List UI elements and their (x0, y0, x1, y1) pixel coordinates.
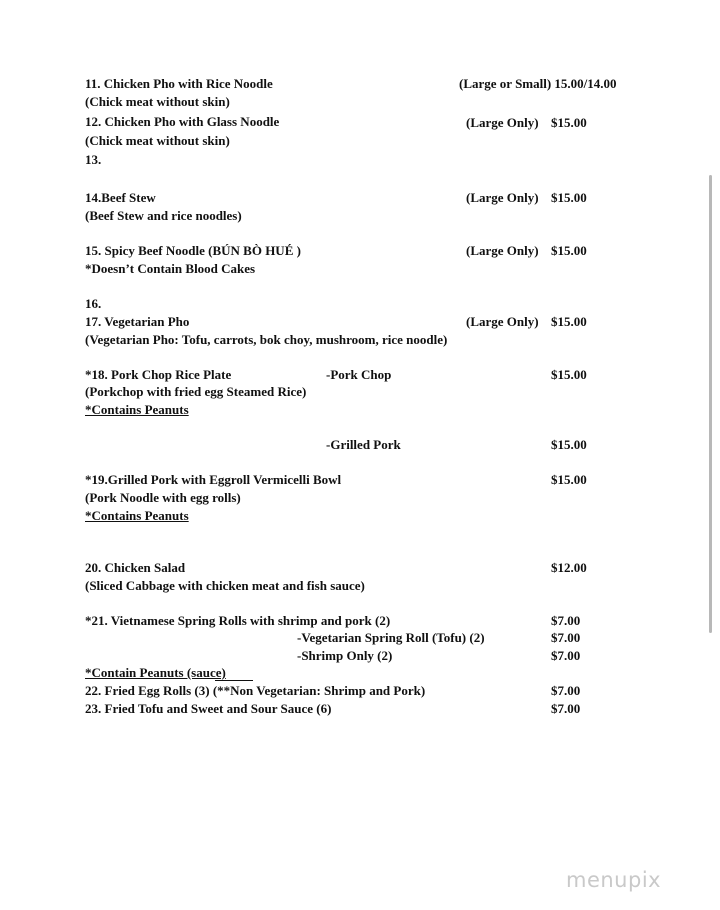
item-21-price-shrimp: $7.00 (551, 648, 581, 663)
item-12-desc: (Chick meat without skin) (85, 133, 230, 148)
item-17-name: 17. Vegetarian Pho (85, 314, 190, 329)
item-12-price: $15.00 (551, 115, 587, 130)
item-21-price: $7.00 (551, 613, 581, 628)
item-23-name: 23. Fried Tofu and Sweet and Sour Sauce (6) (85, 701, 332, 716)
item-18-option-grilled-pork: -Grilled Pork (326, 437, 401, 452)
item-19-peanut-note: *Contains Peanuts (85, 508, 189, 523)
item-22-name: 22. Fried Egg Rolls (3) (**Non Vegetarian: Shrimp and Pork) (85, 683, 426, 698)
item-18-desc: (Porkchop with fried egg Steamed Rice) (85, 384, 307, 399)
item-15-desc: *Doesn’t Contain Blood Cakes (85, 261, 256, 276)
item-21-name: *21. Vietnamese Spring Rolls with shrimp and pork (2) (85, 613, 391, 628)
item-15-name: 15. Spicy Beef Noodle (BÚN BÒ HUÉ ) (85, 243, 301, 258)
item-16-name: 16. (85, 296, 102, 311)
item-21-peanut-note: *Contain Peanuts (sauce) (85, 665, 226, 680)
item-18-option-pork-chop: -Pork Chop (326, 367, 392, 382)
item-12-size: (Large Only) (466, 115, 539, 130)
item-19-desc: (Pork Noodle with egg rolls) (85, 490, 241, 505)
item-20-price: $12.00 (551, 560, 587, 575)
item-19-price: $15.00 (551, 472, 587, 487)
item-20-desc: (Sliced Cabbage with chicken meat and fish sauce) (85, 578, 365, 593)
item-11-size-price: (Large or Small) 15.00/14.00 (459, 76, 617, 91)
item-15-size: (Large Only) (466, 243, 539, 258)
item-21-price-vegetarian: $7.00 (551, 630, 581, 645)
item-20-name: 20. Chicken Salad (85, 560, 186, 575)
item-17-price: $15.00 (551, 314, 587, 329)
item-18-price-grilled-pork: $15.00 (551, 437, 587, 452)
item-21-option-shrimp: -Shrimp Only (2) (297, 648, 393, 663)
item-11-name: 11. Chicken Pho with Rice Noodle (85, 76, 273, 91)
item-11-desc: (Chick meat without skin) (85, 94, 230, 109)
item-22-price: $7.00 (551, 683, 581, 698)
item-12-name: 12. Chicken Pho with Glass Noodle (85, 114, 280, 129)
item-14-size: (Large Only) (466, 190, 539, 205)
vertical-scrollbar[interactable] (709, 175, 712, 633)
menupix-watermark: menupix (566, 868, 662, 892)
item-13-name: 13. (85, 152, 102, 167)
item-14-name: 14.Beef Stew (85, 190, 156, 205)
item-18-price-pork-chop: $15.00 (551, 367, 587, 382)
item-14-desc: (Beef Stew and rice noodles) (85, 208, 242, 223)
item-18-peanut-note: *Contains Peanuts (85, 402, 189, 417)
item-19-name: *19.Grilled Pork with Eggroll Vermicelli Bowl (85, 472, 342, 487)
item-21-option-vegetarian: -Vegetarian Spring Roll (Tofu) (2) (297, 630, 485, 645)
item-17-size: (Large Only) (466, 314, 539, 329)
item-15-price: $15.00 (551, 243, 587, 258)
item-18-name: *18. Pork Chop Rice Plate (85, 367, 232, 382)
underline-extension (215, 680, 253, 681)
item-14-price: $15.00 (551, 190, 587, 205)
item-17-desc: (Vegetarian Pho: Tofu, carrots, bok choy, mushroom, rice noodle) (85, 332, 448, 347)
item-23-price: $7.00 (551, 701, 581, 716)
